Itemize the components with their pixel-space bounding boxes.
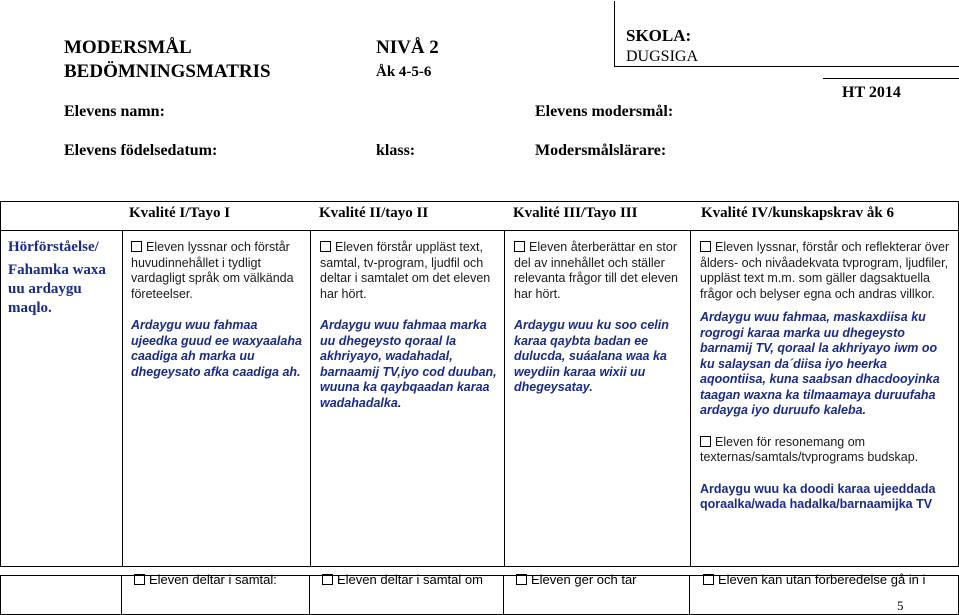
checkbox-icon[interactable] <box>700 241 711 252</box>
column-header-2: Kvalité II/tayo II <box>319 205 429 221</box>
cell-4-sv: Eleven lyssnar, förstår och reflekterar över ålders- och nivåadekvata tvprogram, ljudfiler, uppläst text m.m. som gäller dagsaktuella frågor och belyser egna och andras villkor. <box>700 240 950 301</box>
col-divider-3 <box>690 230 691 566</box>
mother-tongue-label: Elevens modersmål: <box>535 103 674 120</box>
checkbox-icon[interactable] <box>700 436 711 447</box>
footer-divider-1 <box>309 575 310 615</box>
column-header-3: Kvalité III/Tayo III <box>513 205 638 221</box>
cell-quality-4 <box>700 240 952 513</box>
cell-1-so: Ardaygu wuu fahmaa ujeedka guud ee waxyaalaha caadiga ah marka uu dhegeysato afka caadiga ah. <box>131 318 302 379</box>
cell-quality-3 <box>514 240 686 396</box>
checkbox-icon[interactable] <box>134 574 145 585</box>
cell-4-so2: Ardaygu wuu ka doodi karaa ujeeddada qoraalka/wada hadalka/barnaamijka TV <box>700 481 936 511</box>
checkbox-icon[interactable] <box>322 574 333 585</box>
teacher-label: Modersmålslärare: <box>535 142 667 159</box>
school-value: DUGSIGA <box>626 48 698 65</box>
checkbox-icon[interactable] <box>320 241 331 252</box>
footer-item-2: Eleven deltar i samtal om <box>322 572 483 587</box>
footer-item-3: Eleven ger och tar <box>516 572 637 587</box>
student-name-label: Elevens namn: <box>64 103 165 120</box>
cell-3-so: Ardaygu wuu ku soo celin karaa qaybta badan ee dulucda, suáalana waa ka weydiin karaa wixii uu dhegeysatay. <box>514 318 669 394</box>
cell-1-sv: Eleven lyssnar och förstår huvudinnehållet i tydligt vardagligt språk om välkända företeelser. <box>131 240 294 301</box>
term: HT 2014 <box>842 84 901 101</box>
col-divider-0 <box>122 230 123 566</box>
grades: Åk 4-5-6 <box>376 64 432 80</box>
cell-quality-2 <box>320 240 498 411</box>
checkbox-icon[interactable] <box>131 241 142 252</box>
cell-quality-1 <box>131 240 303 380</box>
term-divider <box>823 78 959 79</box>
page-number: 5 <box>897 598 904 613</box>
title-line2: BEDÖMNINGSMATRIS <box>64 61 271 82</box>
footer-divider-3 <box>689 575 690 615</box>
checkbox-icon[interactable] <box>514 241 525 252</box>
footer-item-4: Eleven kan utan förberedelse gå in i <box>703 572 925 587</box>
column-header-4: Kvalité IV/kunskapskrav åk 6 <box>701 205 894 221</box>
row-label-so: Fahamka waxa uu ardaygu maqlo. <box>8 262 106 316</box>
col-divider-2 <box>504 230 505 566</box>
row-label-sv: Hörförståelse/ <box>8 239 99 255</box>
level: NIVÅ 2 <box>376 37 439 58</box>
footer-divider-2 <box>503 575 504 615</box>
birthdate-label: Elevens födelsedatum: <box>64 142 218 159</box>
footer-label-cell <box>0 575 122 615</box>
checkbox-icon[interactable] <box>703 574 714 585</box>
cell-2-sv: Eleven förstår uppläst text, samtal, tv-program, ljudfil och deltar i samtalet om det eleven har hört. <box>320 240 491 301</box>
class-label: klass: <box>376 142 416 159</box>
header-divider <box>1 230 958 231</box>
school-box <box>614 1 959 67</box>
assessment-matrix <box>0 201 959 567</box>
cell-4-so: Ardaygu wuu fahmaa, maskaxdiisa ku rogrogi karaa marka uu dhegeysto barnamij TV, qoraal la akhriyayo iwm oo ku salaysan da´diisa iyo heerka aqoontiisa, kuna saabsan dhacdooyinka taagan waxna ka tilmaamaya duruufaha ardayga iyo duruufo kaleba. <box>700 310 940 417</box>
col-divider-1 <box>310 230 311 566</box>
cell-3-sv: Eleven återberättar en stor del av innehållet och ställer relevanta frågor till det eleven har hört. <box>514 240 678 301</box>
school-label: SKOLA: <box>626 26 692 45</box>
column-header-1: Kvalité I/Tayo I <box>129 205 231 221</box>
cell-2-so: Ardaygu wuu fahmaa marka uu dhegeysto qoraal la akhriyayo, wadahadal, barnaamij TV,iyo cod duuban, wuuna ka qaybqaadan karaa wadahadalka. <box>320 318 497 410</box>
title-line1: MODERSMÅL <box>64 37 192 58</box>
cell-4-sv2: Eleven för resonemang om texternas/samtals/tvprograms budskap. <box>700 434 919 464</box>
checkbox-icon[interactable] <box>516 574 527 585</box>
row-label <box>8 238 118 318</box>
footer-item-1: Eleven deltar i samtal: <box>134 572 277 587</box>
